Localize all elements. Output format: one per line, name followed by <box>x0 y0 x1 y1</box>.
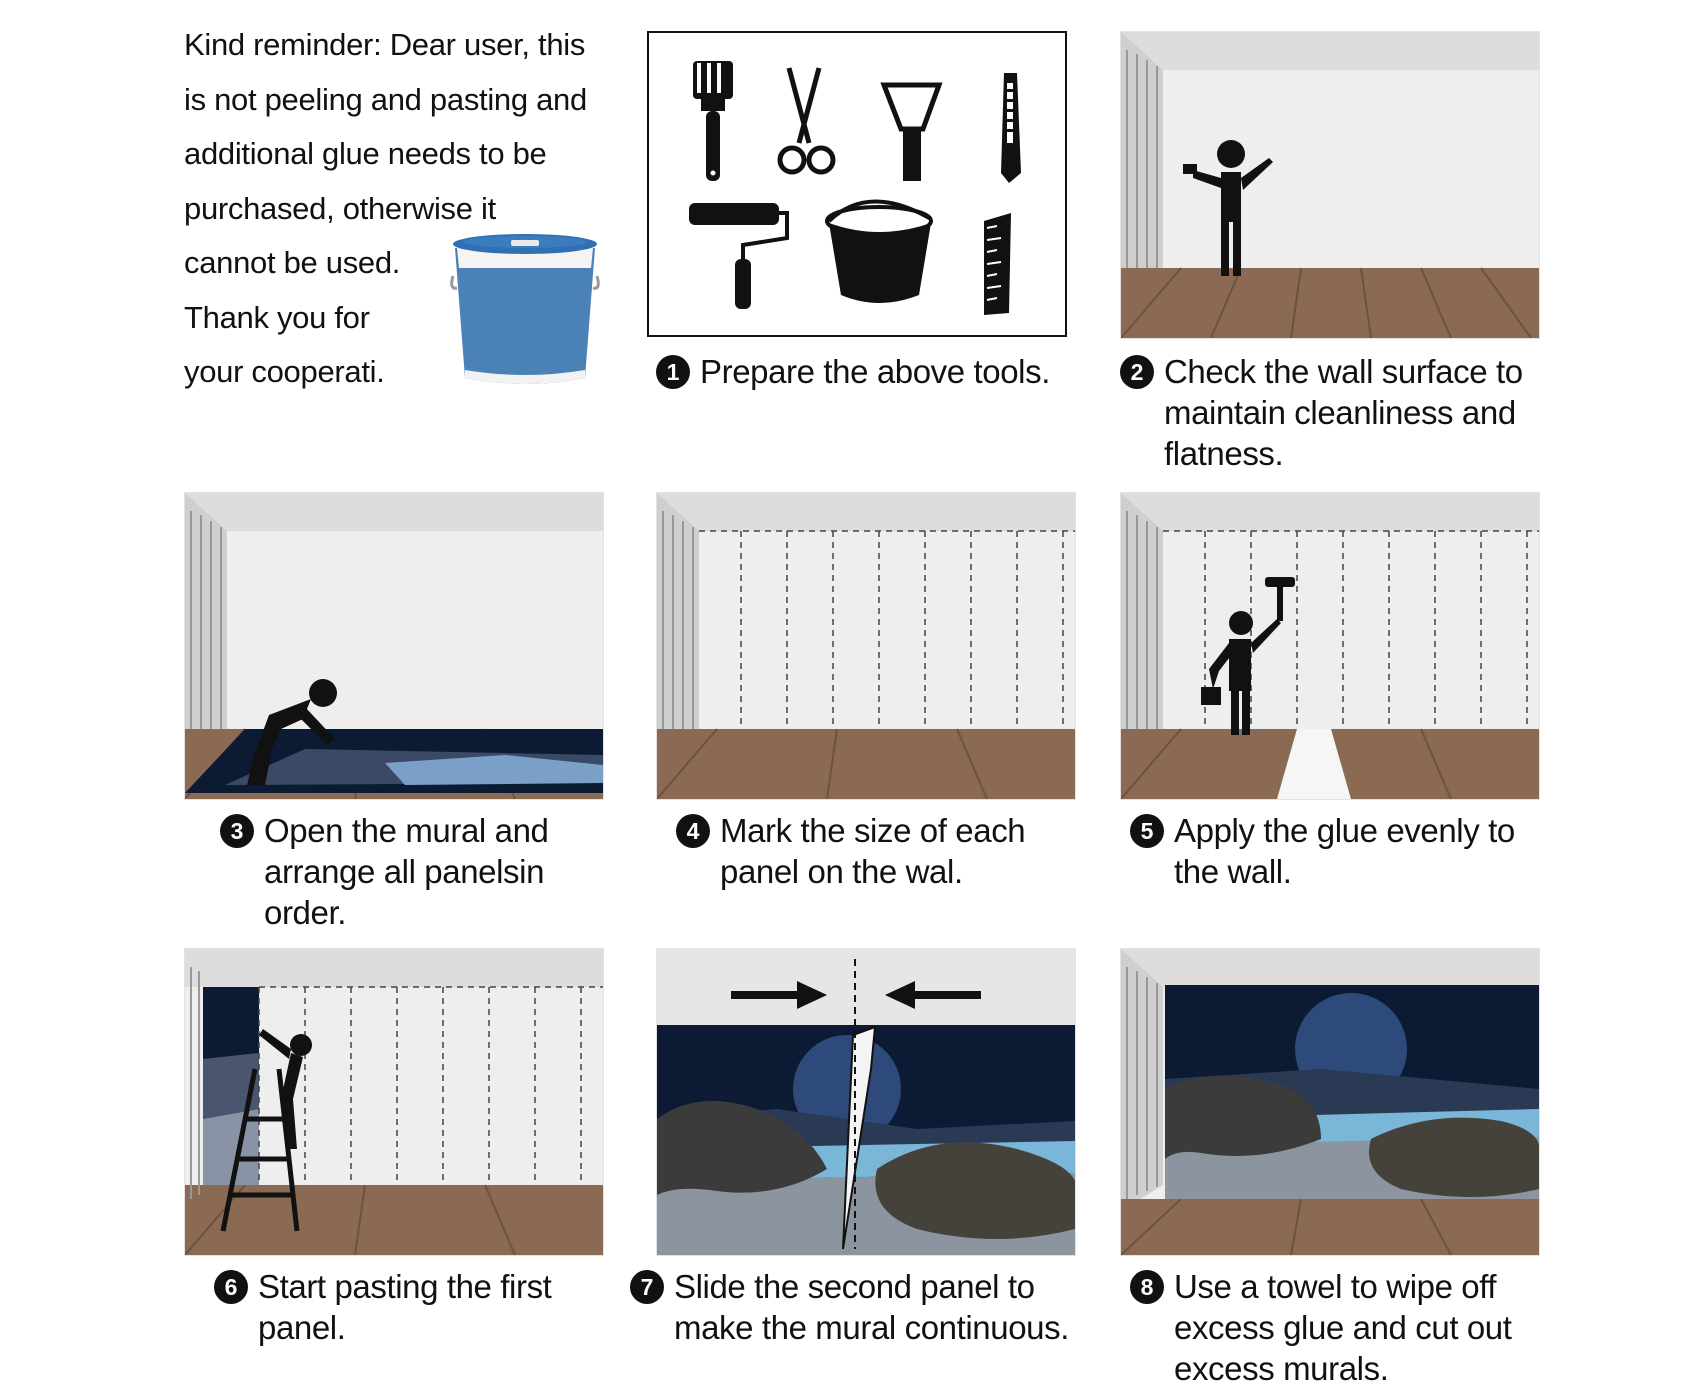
step-5-line: the wall. <box>1174 853 1292 890</box>
reminder-line: Thank you for <box>184 299 370 335</box>
step-5-image <box>1120 492 1540 800</box>
reminder-line: purchased, otherwise it <box>184 190 496 226</box>
ruler-icon <box>984 213 1011 315</box>
step-6-image <box>184 948 604 1256</box>
step-2-image <box>1120 31 1540 339</box>
paint-roller-icon <box>689 203 787 309</box>
step-2-line: Check the wall surface to <box>1164 353 1523 390</box>
reminder-line: your cooperati. <box>184 354 385 389</box>
step-6-line: panel. <box>258 1309 346 1346</box>
step-3-line: order. <box>264 894 346 931</box>
step-1-line: Prepare the above tools. <box>700 353 1050 390</box>
step-3-number: 3 <box>220 814 254 848</box>
step-7-line: make the mural continuous. <box>674 1309 1069 1346</box>
utility-knife-icon <box>1001 73 1021 183</box>
step-3-line: Open the mural and <box>264 812 549 849</box>
step-8-line: excess murals. <box>1174 1350 1389 1387</box>
step-8-number: 8 <box>1130 1270 1164 1304</box>
step-2-line: flatness. <box>1164 435 1284 472</box>
step-7-image <box>656 948 1076 1256</box>
step-4-image <box>656 492 1076 800</box>
step-3-image <box>184 492 604 800</box>
reminder-line: Kind reminder: Dear user, this <box>184 27 586 62</box>
step-8-line: Use a towel to wipe off <box>1174 1268 1497 1305</box>
scissors-icon <box>780 68 833 172</box>
reminder-line: cannot be used. <box>184 245 401 280</box>
step-4-line: Mark the size of each <box>720 812 1026 849</box>
tools-panel <box>647 31 1067 337</box>
step-2-number: 2 <box>1120 355 1154 389</box>
step-8-image <box>1120 948 1540 1256</box>
scraper-icon <box>884 85 939 181</box>
step-6-line: Start pasting the first <box>258 1268 552 1305</box>
glue-bucket-image <box>445 228 605 398</box>
step-4-number: 4 <box>676 814 710 848</box>
step-8-line: excess glue and cut out <box>1174 1309 1512 1346</box>
paint-brush-icon <box>693 61 733 181</box>
step-3-line: arrange all panelsin <box>264 853 545 890</box>
step-4-line: panel on the wal. <box>720 853 963 890</box>
step-2-line: maintain cleanliness and <box>1164 394 1516 431</box>
bucket-icon <box>827 201 931 303</box>
step-5-number: 5 <box>1130 814 1164 848</box>
reminder-line: is not peeling and pasting and <box>184 81 587 117</box>
step-5-line: Apply the glue evenly to <box>1174 812 1515 849</box>
step-6-number: 6 <box>214 1270 248 1304</box>
step-7-number: 7 <box>630 1270 664 1304</box>
reminder-line: additional glue needs to be <box>184 136 547 171</box>
step-1-number: 1 <box>656 355 690 389</box>
step-7-line: Slide the second panel to <box>674 1268 1035 1305</box>
